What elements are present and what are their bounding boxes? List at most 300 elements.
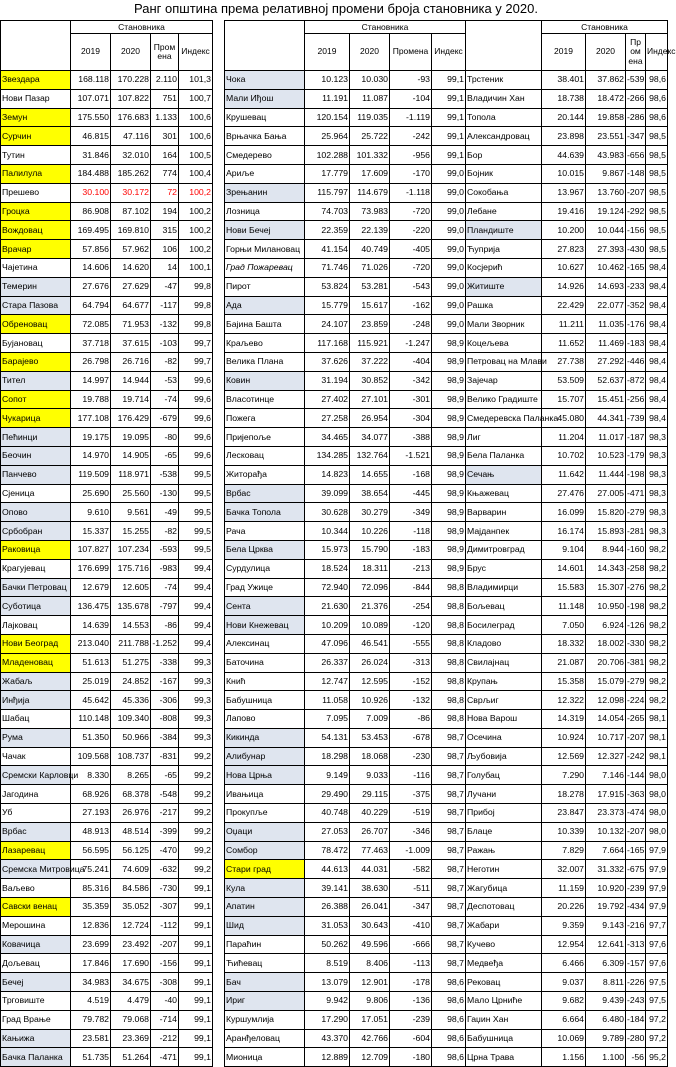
cell-change: -160 (626, 540, 646, 559)
table-row (466, 559, 668, 578)
cell-index: 98,6 (646, 108, 668, 127)
cell-y2020: 7.664 (586, 841, 626, 860)
municipality-name: Инђија (1, 691, 71, 710)
cell-index: 98,6 (646, 89, 668, 108)
table-row (466, 841, 668, 860)
cell-y2020: 23.492 (111, 935, 151, 954)
cell-y2019: 54.131 (305, 728, 350, 747)
cell-index: 98,2 (646, 540, 668, 559)
municipality-name: Нови Кнежевац (225, 616, 305, 635)
cell-y2019: 10.200 (542, 221, 586, 240)
cell-index: 98,2 (646, 691, 668, 710)
municipality-name: Књажевац (466, 484, 542, 503)
table-row (1, 804, 213, 823)
municipality-name: Вождовац (1, 221, 71, 240)
table-row (466, 616, 668, 635)
table-row (466, 108, 668, 127)
cell-change: 194 (151, 202, 179, 221)
municipality-name: Нова Црња (225, 766, 305, 785)
cell-y2020: 8.944 (586, 540, 626, 559)
table-row (1, 296, 213, 315)
cell-index: 98,4 (646, 334, 668, 353)
municipality-name: Бела Црква (225, 540, 305, 559)
cell-y2019: 14.601 (542, 559, 586, 578)
cell-y2019: 17.290 (305, 1010, 350, 1029)
cell-y2019: 39.141 (305, 879, 350, 898)
table-row (225, 202, 466, 221)
municipality-name: Црна Трава (466, 1048, 542, 1067)
cell-y2019: 48.913 (71, 822, 111, 841)
municipality-name: Жабаљ (1, 672, 71, 691)
cell-index: 99,2 (179, 785, 213, 804)
cell-y2019: 23.699 (71, 935, 111, 954)
cell-index: 98,3 (646, 446, 668, 465)
cell-index: 98,3 (646, 522, 668, 541)
cell-change: -582 (390, 860, 432, 879)
municipality-name: Град Пожаревац (225, 258, 305, 277)
cell-y2019: 9.610 (71, 503, 111, 522)
municipality-name: Звездара (1, 71, 71, 90)
cell-index: 98,7 (432, 935, 466, 954)
cell-y2019: 41.154 (305, 240, 350, 259)
cell-change: -388 (390, 428, 432, 447)
municipality-name: Панчево (1, 465, 71, 484)
cell-y2019: 30.628 (305, 503, 350, 522)
cell-change: -187 (626, 428, 646, 447)
cell-y2020: 56.125 (111, 841, 151, 860)
cell-change: -86 (151, 616, 179, 635)
column-header-change: Промена (626, 34, 646, 71)
cell-y2020: 30.279 (350, 503, 390, 522)
municipality-name: Сомбор (225, 841, 305, 860)
table-row (225, 597, 466, 616)
cell-change: -157 (626, 954, 646, 973)
table-row (1, 108, 213, 127)
cell-y2020: 12.709 (350, 1048, 390, 1067)
cell-y2020: 14.905 (111, 446, 151, 465)
table-row (225, 164, 466, 183)
table-row (1, 747, 213, 766)
cell-change: -56 (626, 1048, 646, 1067)
cell-change: -405 (390, 240, 432, 259)
cell-y2020: 47.116 (111, 127, 151, 146)
cell-y2020: 10.030 (350, 71, 390, 90)
cell-change: -184 (626, 1010, 646, 1029)
cell-change: -243 (626, 992, 646, 1011)
cell-y2019: 19.175 (71, 428, 111, 447)
municipality-name: Суботица (1, 597, 71, 616)
cell-y2019: 102.288 (305, 146, 350, 165)
table-row (1, 164, 213, 183)
table-row (466, 89, 668, 108)
cell-y2019: 10.015 (542, 164, 586, 183)
table-row (225, 277, 466, 296)
municipality-name: Варварин (466, 503, 542, 522)
municipality-name: Осечина (466, 728, 542, 747)
cell-change: -301 (390, 390, 432, 409)
cell-y2019: 9.104 (542, 540, 586, 559)
cell-y2020: 18.068 (350, 747, 390, 766)
cell-change: -53 (151, 371, 179, 390)
cell-y2020: 37.862 (586, 71, 626, 90)
municipality-name: Дољевац (1, 954, 71, 973)
cell-change: -217 (151, 804, 179, 823)
column-header-index: Индекс (646, 34, 668, 71)
cell-change: 106 (151, 240, 179, 259)
cell-y2019: 13.967 (542, 183, 586, 202)
cell-change: 2.110 (151, 71, 179, 90)
cell-change: -207 (151, 935, 179, 954)
table-row (1, 428, 213, 447)
municipality-name: Житиште (466, 277, 542, 296)
cell-y2019: 74.703 (305, 202, 350, 221)
table-row (225, 728, 466, 747)
cell-index: 98,3 (646, 465, 668, 484)
table-row (225, 860, 466, 879)
cell-y2020: 211.788 (111, 634, 151, 653)
cell-y2019: 22.429 (542, 296, 586, 315)
table-row (466, 221, 668, 240)
ranking-table-3 (465, 20, 676, 1067)
cell-y2019: 68.926 (71, 785, 111, 804)
municipality-name: Кањижа (1, 1029, 71, 1048)
municipality-name: Трговиште (1, 992, 71, 1011)
cell-index: 98,1 (646, 747, 668, 766)
cell-y2019: 10.627 (542, 258, 586, 277)
municipality-name: Петровац на Млави (466, 352, 542, 371)
table-row (1, 503, 213, 522)
cell-change: -352 (626, 296, 646, 315)
table-row (225, 428, 466, 447)
table-row (466, 240, 668, 259)
column-header-y2019: 2019 (71, 34, 111, 71)
cell-y2020: 9.143 (586, 916, 626, 935)
table-row (1, 860, 213, 879)
cell-index: 99,1 (179, 916, 213, 935)
cell-y2020: 20.706 (586, 653, 626, 672)
cell-y2019: 11.159 (542, 879, 586, 898)
cell-index: 99,0 (432, 240, 466, 259)
cell-change: 751 (151, 89, 179, 108)
cell-change: -266 (626, 89, 646, 108)
cell-change: -349 (390, 503, 432, 522)
cell-y2020: 73.983 (350, 202, 390, 221)
cell-y2020: 175.716 (111, 559, 151, 578)
cell-index: 99,2 (179, 747, 213, 766)
cell-y2019: 11.191 (305, 89, 350, 108)
cell-y2020: 22.077 (586, 296, 626, 315)
cell-index: 99,1 (179, 879, 213, 898)
cell-y2019: 21.087 (542, 653, 586, 672)
municipality-name: Рума (1, 728, 71, 747)
cell-change: -80 (151, 428, 179, 447)
cell-index: 98,4 (646, 390, 668, 409)
cell-index: 99,2 (179, 841, 213, 860)
cell-y2019: 30.100 (71, 183, 111, 202)
table-row (466, 71, 668, 90)
cell-y2020: 185.262 (111, 164, 151, 183)
municipality-name: Велико Градиште (466, 390, 542, 409)
cell-change: -286 (626, 108, 646, 127)
cell-change: -304 (390, 409, 432, 428)
table-row (225, 710, 466, 729)
cell-y2020: 32.010 (111, 146, 151, 165)
cell-change: -220 (390, 221, 432, 240)
cell-y2020: 45.336 (111, 691, 151, 710)
table-row (1, 559, 213, 578)
cell-y2020: 72.096 (350, 578, 390, 597)
cell-y2019: 12.954 (542, 935, 586, 954)
cell-y2019: 72.085 (71, 315, 111, 334)
table-row (225, 1048, 466, 1067)
cell-y2019: 56.595 (71, 841, 111, 860)
municipality-name: Кикинда (225, 728, 305, 747)
table-row (225, 89, 466, 108)
cell-y2019: 136.475 (71, 597, 111, 616)
cell-y2019: 10.069 (542, 1029, 586, 1048)
cell-y2020: 7.146 (586, 766, 626, 785)
table-row (1, 766, 213, 785)
cell-y2019: 23.847 (542, 804, 586, 823)
cell-y2020: 14.944 (111, 371, 151, 390)
municipality-name: Обреновац (1, 315, 71, 334)
table-row (466, 634, 668, 653)
cell-y2019: 27.258 (305, 409, 350, 428)
table-row (225, 258, 466, 277)
cell-index: 99,2 (179, 822, 213, 841)
cell-index: 98,8 (432, 616, 466, 635)
table-row (466, 127, 668, 146)
table-row (225, 334, 466, 353)
cell-index: 100,7 (179, 89, 213, 108)
cell-change: -604 (390, 1029, 432, 1048)
table-row (225, 634, 466, 653)
table-row (225, 747, 466, 766)
cell-index: 98,7 (432, 766, 466, 785)
municipality-name: Врбас (225, 484, 305, 503)
cell-y2020: 8.406 (350, 954, 390, 973)
municipality-name: Сурдулица (225, 559, 305, 578)
cell-change: -656 (626, 146, 646, 165)
table-row (1, 352, 213, 371)
cell-y2019: 14.606 (71, 258, 111, 277)
cell-change: -248 (390, 315, 432, 334)
municipality-name: Велика Плана (225, 352, 305, 371)
municipality-name: Земун (1, 108, 71, 127)
table-row (1, 954, 213, 973)
cell-index: 98,2 (646, 634, 668, 653)
table-row (225, 691, 466, 710)
ranking-table-2 (224, 20, 466, 1067)
municipality-name: Бабушница (225, 691, 305, 710)
cell-y2019: 10.702 (542, 446, 586, 465)
cell-y2019: 10.209 (305, 616, 350, 635)
cell-y2020: 26.976 (111, 804, 151, 823)
cell-index: 100,6 (179, 108, 213, 127)
cell-y2020: 30.852 (350, 371, 390, 390)
cell-index: 100,2 (179, 240, 213, 259)
cell-index: 99,6 (179, 409, 213, 428)
municipality-name: Ћићевац (225, 954, 305, 973)
table-row (1, 1029, 213, 1048)
municipality-name: Пожега (225, 409, 305, 428)
municipality-name: Ариље (225, 164, 305, 183)
cell-change: -347 (390, 898, 432, 917)
cell-y2020: 11.087 (350, 89, 390, 108)
cell-change: -256 (626, 390, 646, 409)
cell-y2020: 15.893 (586, 522, 626, 541)
cell-y2019: 8.330 (71, 766, 111, 785)
cell-change: -40 (151, 992, 179, 1011)
cell-y2020: 108.737 (111, 747, 151, 766)
table-row (1, 1010, 213, 1029)
cell-y2020: 18.472 (586, 89, 626, 108)
municipality-name: Горњи Милановац (225, 240, 305, 259)
cell-y2020: 25.560 (111, 484, 151, 503)
cell-y2019: 27.193 (71, 804, 111, 823)
cell-change: -198 (626, 597, 646, 616)
cell-y2020: 71.026 (350, 258, 390, 277)
cell-y2020: 11.035 (586, 315, 626, 334)
table-row (225, 766, 466, 785)
table-row (466, 315, 668, 334)
cell-y2019: 11.642 (542, 465, 586, 484)
cell-y2020: 19.858 (586, 108, 626, 127)
municipality-name: Тител (1, 371, 71, 390)
municipality-name: Кула (225, 879, 305, 898)
cell-index: 99,4 (179, 559, 213, 578)
cell-change: -118 (390, 522, 432, 541)
municipality-name: Стара Пазова (1, 296, 71, 315)
cell-index: 98,4 (646, 315, 668, 334)
column-header-name (466, 34, 542, 71)
table-row (225, 127, 466, 146)
cell-y2020: 101.332 (350, 146, 390, 165)
cell-y2020: 11.444 (586, 465, 626, 484)
municipality-name: Бач (225, 973, 305, 992)
column-header-index: Индекс (179, 34, 213, 71)
table-row (1, 334, 213, 353)
cell-y2020: 10.462 (586, 258, 626, 277)
cell-y2020: 26.707 (350, 822, 390, 841)
cell-y2019: 10.924 (542, 728, 586, 747)
table-row (225, 578, 466, 597)
cell-y2019: 37.718 (71, 334, 111, 353)
municipality-name: Бујановац (1, 334, 71, 353)
cell-index: 97,2 (646, 1029, 668, 1048)
table-row (1, 465, 213, 484)
cell-y2019: 168.118 (71, 71, 111, 90)
table-row (466, 522, 668, 541)
cell-y2020: 84.586 (111, 879, 151, 898)
municipality-name: Нови Пазар (1, 89, 71, 108)
cell-y2019: 11.652 (542, 334, 586, 353)
cell-change: -1.009 (390, 841, 432, 860)
cell-y2019: 21.630 (305, 597, 350, 616)
municipality-name: Град Ужице (225, 578, 305, 597)
cell-change: -808 (151, 710, 179, 729)
cell-index: 97,9 (646, 898, 668, 917)
cell-change: -872 (626, 371, 646, 390)
cell-y2020: 176.683 (111, 108, 151, 127)
table-row (466, 352, 668, 371)
cell-index: 99,1 (432, 146, 466, 165)
cell-index: 99,1 (432, 89, 466, 108)
table-row (1, 973, 213, 992)
municipality-name: Прокупље (225, 804, 305, 823)
cell-change: -74 (151, 578, 179, 597)
cell-index: 98,7 (432, 898, 466, 917)
table-row (466, 277, 668, 296)
cell-change: -445 (390, 484, 432, 503)
cell-y2020: 71.953 (111, 315, 151, 334)
municipality-name: Мали Иђош (225, 89, 305, 108)
cell-y2020: 10.523 (586, 446, 626, 465)
cell-y2020: 19.792 (586, 898, 626, 917)
municipality-name: Србобран (1, 522, 71, 541)
municipality-name: Гаџин Хан (466, 1010, 542, 1029)
cell-y2019: 12.322 (542, 691, 586, 710)
cell-index: 95,2 (646, 1048, 668, 1067)
cell-index: 99,2 (179, 860, 213, 879)
cell-y2020: 14.693 (586, 277, 626, 296)
cell-y2020: 12.901 (350, 973, 390, 992)
cell-index: 98,1 (646, 710, 668, 729)
cell-index: 99,0 (432, 258, 466, 277)
cell-change: -233 (626, 277, 646, 296)
cell-y2020: 27.629 (111, 277, 151, 296)
cell-y2020: 13.760 (586, 183, 626, 202)
cell-index: 99,6 (179, 428, 213, 447)
municipality-name: Лајковац (1, 616, 71, 635)
table-row (466, 691, 668, 710)
cell-y2019: 18.524 (305, 559, 350, 578)
municipality-name: Апатин (225, 898, 305, 917)
table-row (225, 183, 466, 202)
cell-index: 97,6 (646, 935, 668, 954)
cell-change: -666 (390, 935, 432, 954)
municipality-name: Опово (1, 503, 71, 522)
cell-index: 99,5 (179, 465, 213, 484)
table-row (225, 221, 466, 240)
municipality-name: Александровац (466, 127, 542, 146)
municipality-name: Ириг (225, 992, 305, 1011)
table-row (1, 371, 213, 390)
cell-change: -430 (626, 240, 646, 259)
municipality-name: Ковин (225, 371, 305, 390)
cell-index: 99,0 (432, 164, 466, 183)
table-row (1, 578, 213, 597)
cell-y2019: 119.509 (71, 465, 111, 484)
cell-change: -983 (151, 559, 179, 578)
cell-change: 774 (151, 164, 179, 183)
table-row (1, 522, 213, 541)
cell-y2020: 23.551 (586, 127, 626, 146)
cell-y2020: 14.054 (586, 710, 626, 729)
cell-y2019: 120.154 (305, 108, 350, 127)
cell-change: -156 (151, 954, 179, 973)
cell-y2020: 18.002 (586, 634, 626, 653)
cell-index: 97,9 (646, 879, 668, 898)
cell-y2020: 19.124 (586, 202, 626, 221)
cell-y2020: 15.790 (350, 540, 390, 559)
municipality-name: Ваљево (1, 879, 71, 898)
table-row (466, 1010, 668, 1029)
cell-y2020: 38.654 (350, 484, 390, 503)
cell-change: -538 (151, 465, 179, 484)
municipality-name: Мајданпек (466, 522, 542, 541)
cell-y2019: 169.495 (71, 221, 111, 240)
